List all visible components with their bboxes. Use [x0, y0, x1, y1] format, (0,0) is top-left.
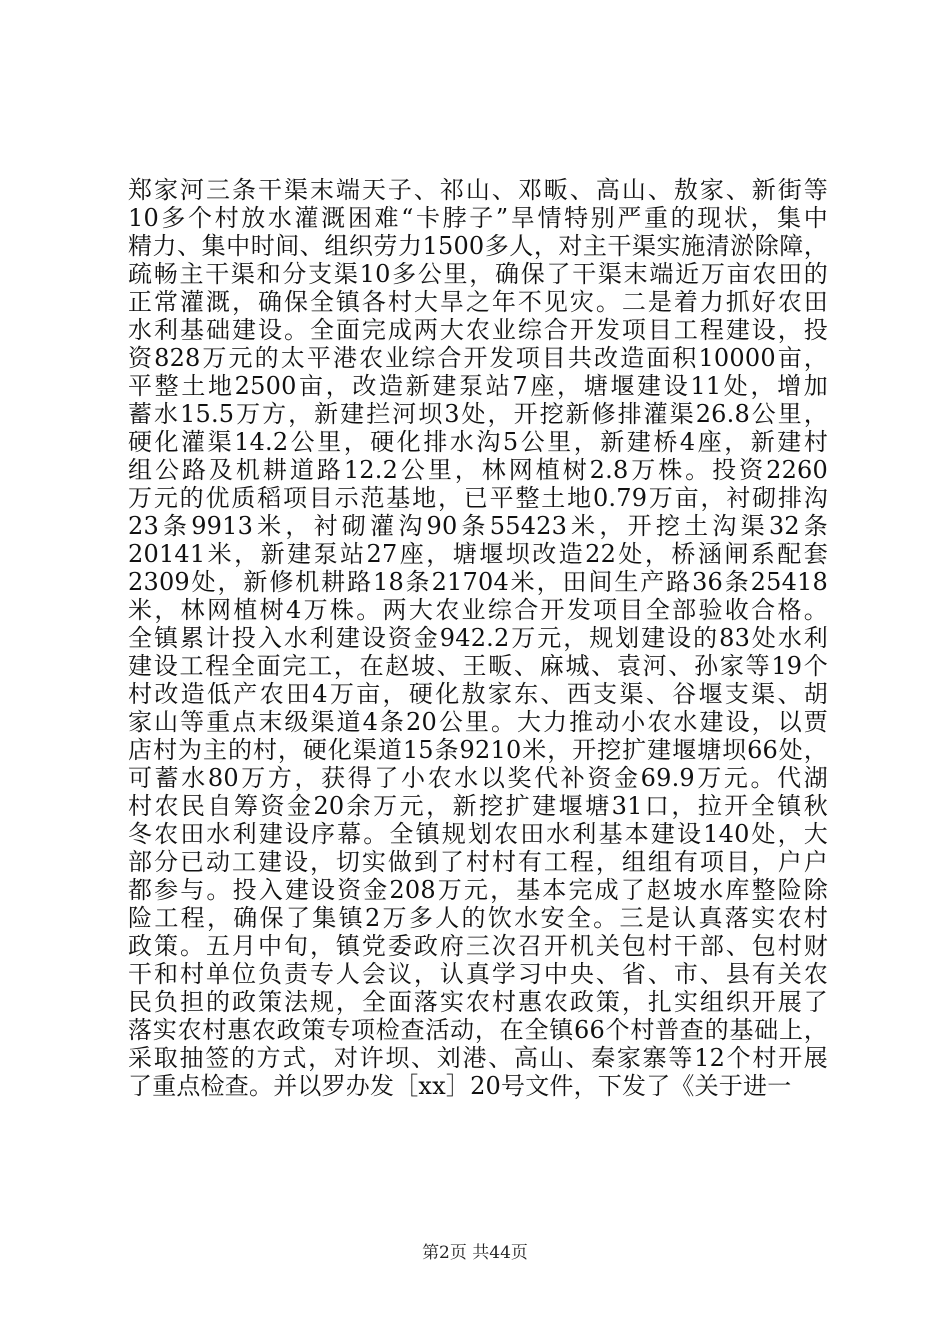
text-line: 村改造低产农田4万亩，硬化敖家东、西支渠、谷堰支渠、胡	[128, 680, 828, 708]
text-line: 村农民自筹资金20余万元，新挖扩建堰塘31口，拉开全镇秋	[128, 792, 828, 820]
text-line: 采取抽签的方式，对许坝、刘港、高山、秦家寨等12个村开展	[128, 1044, 828, 1072]
text-line: 建设工程全面完工，在赵坡、王畈、麻城、袁河、孙家等19个	[128, 652, 828, 680]
text-line: 政策。五月中旬，镇党委政府三次召开机关包村干部、包村财	[128, 932, 828, 960]
text-line: 险工程，确保了集镇2万多人的饮水安全。三是认真落实农村	[128, 904, 828, 932]
text-line: 民负担的政策法规，全面落实农村惠农政策，扎实组织开展了	[128, 988, 828, 1016]
text-line: 店村为主的村，硬化渠道15条9210米，开挖扩建堰塘坝66处，	[128, 736, 828, 764]
text-line: 家山等重点末级渠道4条20公里。大力推动小农水建设，以贾	[128, 708, 828, 736]
text-line: 了重点检查。并以罗办发［xx］20号文件，下发了《关于进一	[128, 1072, 792, 1100]
text-line: 部分已动工建设，切实做到了村村有工程，组组有项目，户户	[128, 848, 828, 876]
text-line: 全镇累计投入水利建设资金942.2万元，规划建设的83处水利	[128, 624, 828, 652]
text-line: 蓄水15.5万方，新建拦河坝3处，开挖新修排灌渠26.8公里，	[128, 400, 828, 428]
text-line: 水利基础建设。全面完成两大农业综合开发项目工程建设，投	[128, 316, 828, 344]
text-line: 23条9913米，衬砌灌沟90条55423米，开挖土沟渠32条	[128, 512, 828, 540]
text-line: 都参与。投入建设资金208万元，基本完成了赵坡水库整险除	[128, 876, 828, 904]
text-line: 10多个村放水灌溉困难“卡脖子”旱情特别严重的现状，集中	[128, 204, 828, 232]
text-line: 落实农村惠农政策专项检查活动，在全镇66个村普查的基础上，	[128, 1016, 828, 1044]
text-line: 硬化灌渠14.2公里，硬化排水沟5公里，新建桥4座，新建村	[128, 428, 828, 456]
text-line: 20141米，新建泵站27座，塘堰坝改造22处，桥涵闸系配套	[128, 540, 828, 568]
page-footer: 第2页 共44页	[422, 1243, 528, 1263]
text-line: 万元的优质稻项目示范基地，已平整土地0.79万亩，衬砌排沟	[128, 484, 828, 512]
text-line: 疏畅主干渠和分支渠10多公里，确保了干渠末端近万亩农田的	[128, 260, 828, 288]
text-line: 米，林网植树4万株。两大农业综合开发项目全部验收合格。	[128, 596, 828, 624]
text-line: 资828万元的太平港农业综合开发项目共改造面积10000亩，	[128, 344, 828, 372]
text-line: 正常灌溉，确保全镇各村大旱之年不见灾。二是着力抓好农田	[128, 288, 828, 316]
text-line: 冬农田水利建设序幕。全镇规划农田水利基本建设140处，大	[128, 820, 828, 848]
text-line: 平整土地2500亩，改造新建泵站7座，塘堰建设11处，增加	[128, 372, 828, 400]
text-line: 郑家河三条干渠末端天子、祁山、邓畈、高山、敖家、新街等	[128, 176, 828, 204]
body-text	[128, 176, 828, 1100]
text-line: 组公路及机耕道路12.2公里，林网植树2.8万株。投资2260	[128, 456, 828, 484]
text-line: 精力、集中时间、组织劳力1500多人，对主干渠实施清淤除障，	[128, 232, 828, 260]
text-line: 可蓄水80万方，获得了小农水以奖代补资金69.9万元。代湖	[128, 764, 828, 792]
text-line: 2309处，新修机耕路18条21704米，田间生产路36条25418	[128, 568, 828, 596]
text-line: 干和村单位负责专人会议，认真学习中央、省、市、县有关农	[128, 960, 828, 988]
